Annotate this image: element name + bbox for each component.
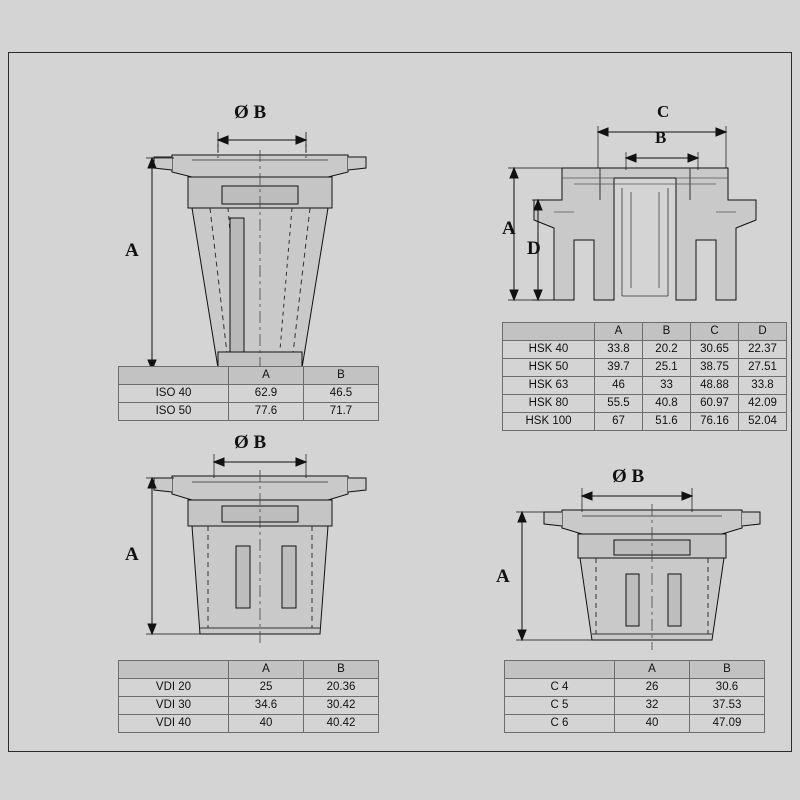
iso-row-1-name: ISO 50 [119, 403, 229, 421]
hsk-header-blank [503, 323, 595, 341]
hsk-row-0-a: 33.8 [595, 341, 643, 359]
hsk-header-a: A [595, 323, 643, 341]
capto-header-blank [505, 661, 615, 679]
capto-header-b: B [690, 661, 765, 679]
capto-holder-drawing [480, 470, 780, 660]
hsk-dimension-table [502, 322, 787, 431]
capto-diameter-b-label: Ø B [612, 466, 645, 487]
table-row [119, 385, 379, 403]
hsk-row-2-b: 33 [643, 377, 691, 395]
hsk-row-0-name: HSK 40 [503, 341, 595, 359]
table-row [503, 359, 787, 377]
capto-dimension-table [504, 660, 765, 733]
table-row [503, 377, 787, 395]
hsk-header-d: D [739, 323, 787, 341]
hsk-holder-drawing [500, 100, 790, 330]
vdi-header-b: B [304, 661, 379, 679]
hsk-row-0-b: 20.2 [643, 341, 691, 359]
iso-row-1-b: 71.7 [304, 403, 379, 421]
hsk-row-0-d: 22.37 [739, 341, 787, 359]
capto-row-1-b: 37.53 [690, 697, 765, 715]
vdi-row-2-a: 40 [229, 715, 304, 733]
capto-header-a: A [615, 661, 690, 679]
capto-row-0-name: C 4 [505, 679, 615, 697]
vdi-header-a: A [229, 661, 304, 679]
table-row [503, 413, 787, 431]
iso-row-0-name: ISO 40 [119, 385, 229, 403]
hsk-c-label: C [657, 102, 670, 121]
hsk-row-1-b: 25.1 [643, 359, 691, 377]
vdi-holder-drawing [110, 438, 410, 658]
table-row [505, 679, 765, 697]
vdi-row-2-name: VDI 40 [119, 715, 229, 733]
hsk-row-4-name: HSK 100 [503, 413, 595, 431]
vdi-row-1-a: 34.6 [229, 697, 304, 715]
hsk-row-3-b: 40.8 [643, 395, 691, 413]
vdi-row-1-b: 30.42 [304, 697, 379, 715]
hsk-header-c: C [691, 323, 739, 341]
table-row [119, 697, 379, 715]
vdi-row-1-name: VDI 30 [119, 697, 229, 715]
iso-diameter-b-label: Ø B [234, 102, 267, 123]
hsk-row-2-a: 46 [595, 377, 643, 395]
hsk-holder-figure [500, 100, 790, 330]
table-row [505, 697, 765, 715]
table-row [505, 715, 765, 733]
table-row [503, 395, 787, 413]
hsk-row-1-c: 38.75 [691, 359, 739, 377]
capto-row-1-a: 32 [615, 697, 690, 715]
iso-header-a: A [229, 367, 304, 385]
vdi-row-0-b: 20.36 [304, 679, 379, 697]
iso-row-1-a: 77.6 [229, 403, 304, 421]
capto-row-2-b: 47.09 [690, 715, 765, 733]
hsk-d-label: D [527, 238, 541, 259]
capto-a-label: A [496, 566, 510, 587]
hsk-row-4-b: 51.6 [643, 413, 691, 431]
hsk-row-0-c: 30.65 [691, 341, 739, 359]
hsk-b-label: B [655, 128, 667, 147]
table-row [503, 341, 787, 359]
table-row [119, 403, 379, 421]
hsk-row-3-a: 55.5 [595, 395, 643, 413]
iso-header-blank [119, 367, 229, 385]
hsk-row-2-name: HSK 63 [503, 377, 595, 395]
vdi-holder-figure [110, 432, 410, 658]
vdi-a-label: A [125, 544, 139, 565]
hsk-row-1-d: 27.51 [739, 359, 787, 377]
hsk-row-4-a: 67 [595, 413, 643, 431]
iso-row-0-a: 62.9 [229, 385, 304, 403]
table-row [119, 679, 379, 697]
capto-row-0-a: 26 [615, 679, 690, 697]
vdi-row-0-name: VDI 20 [119, 679, 229, 697]
hsk-row-4-d: 52.04 [739, 413, 787, 431]
vdi-diameter-b-label: Ø B [234, 432, 267, 453]
hsk-a-label: A [502, 218, 516, 239]
iso-dimension-table [118, 366, 379, 421]
hsk-row-3-c: 60.97 [691, 395, 739, 413]
hsk-row-3-d: 42.09 [739, 395, 787, 413]
vdi-row-2-b: 40.42 [304, 715, 379, 733]
iso-a-label: A [125, 240, 139, 261]
iso-header-b: B [304, 367, 379, 385]
vdi-row-0-a: 25 [229, 679, 304, 697]
table-row [119, 715, 379, 733]
iso-row-0-b: 46.5 [304, 385, 379, 403]
vdi-header-blank [119, 661, 229, 679]
capto-holder-figure [480, 466, 780, 660]
hsk-row-2-d: 33.8 [739, 377, 787, 395]
capto-row-2-name: C 6 [505, 715, 615, 733]
capto-row-2-a: 40 [615, 715, 690, 733]
hsk-row-1-name: HSK 50 [503, 359, 595, 377]
hsk-row-1-a: 39.7 [595, 359, 643, 377]
hsk-row-4-c: 76.16 [691, 413, 739, 431]
hsk-header-b: B [643, 323, 691, 341]
vdi-dimension-table [118, 660, 379, 733]
hsk-row-3-name: HSK 80 [503, 395, 595, 413]
capto-row-0-b: 30.6 [690, 679, 765, 697]
capto-row-1-name: C 5 [505, 697, 615, 715]
hsk-row-2-c: 48.88 [691, 377, 739, 395]
